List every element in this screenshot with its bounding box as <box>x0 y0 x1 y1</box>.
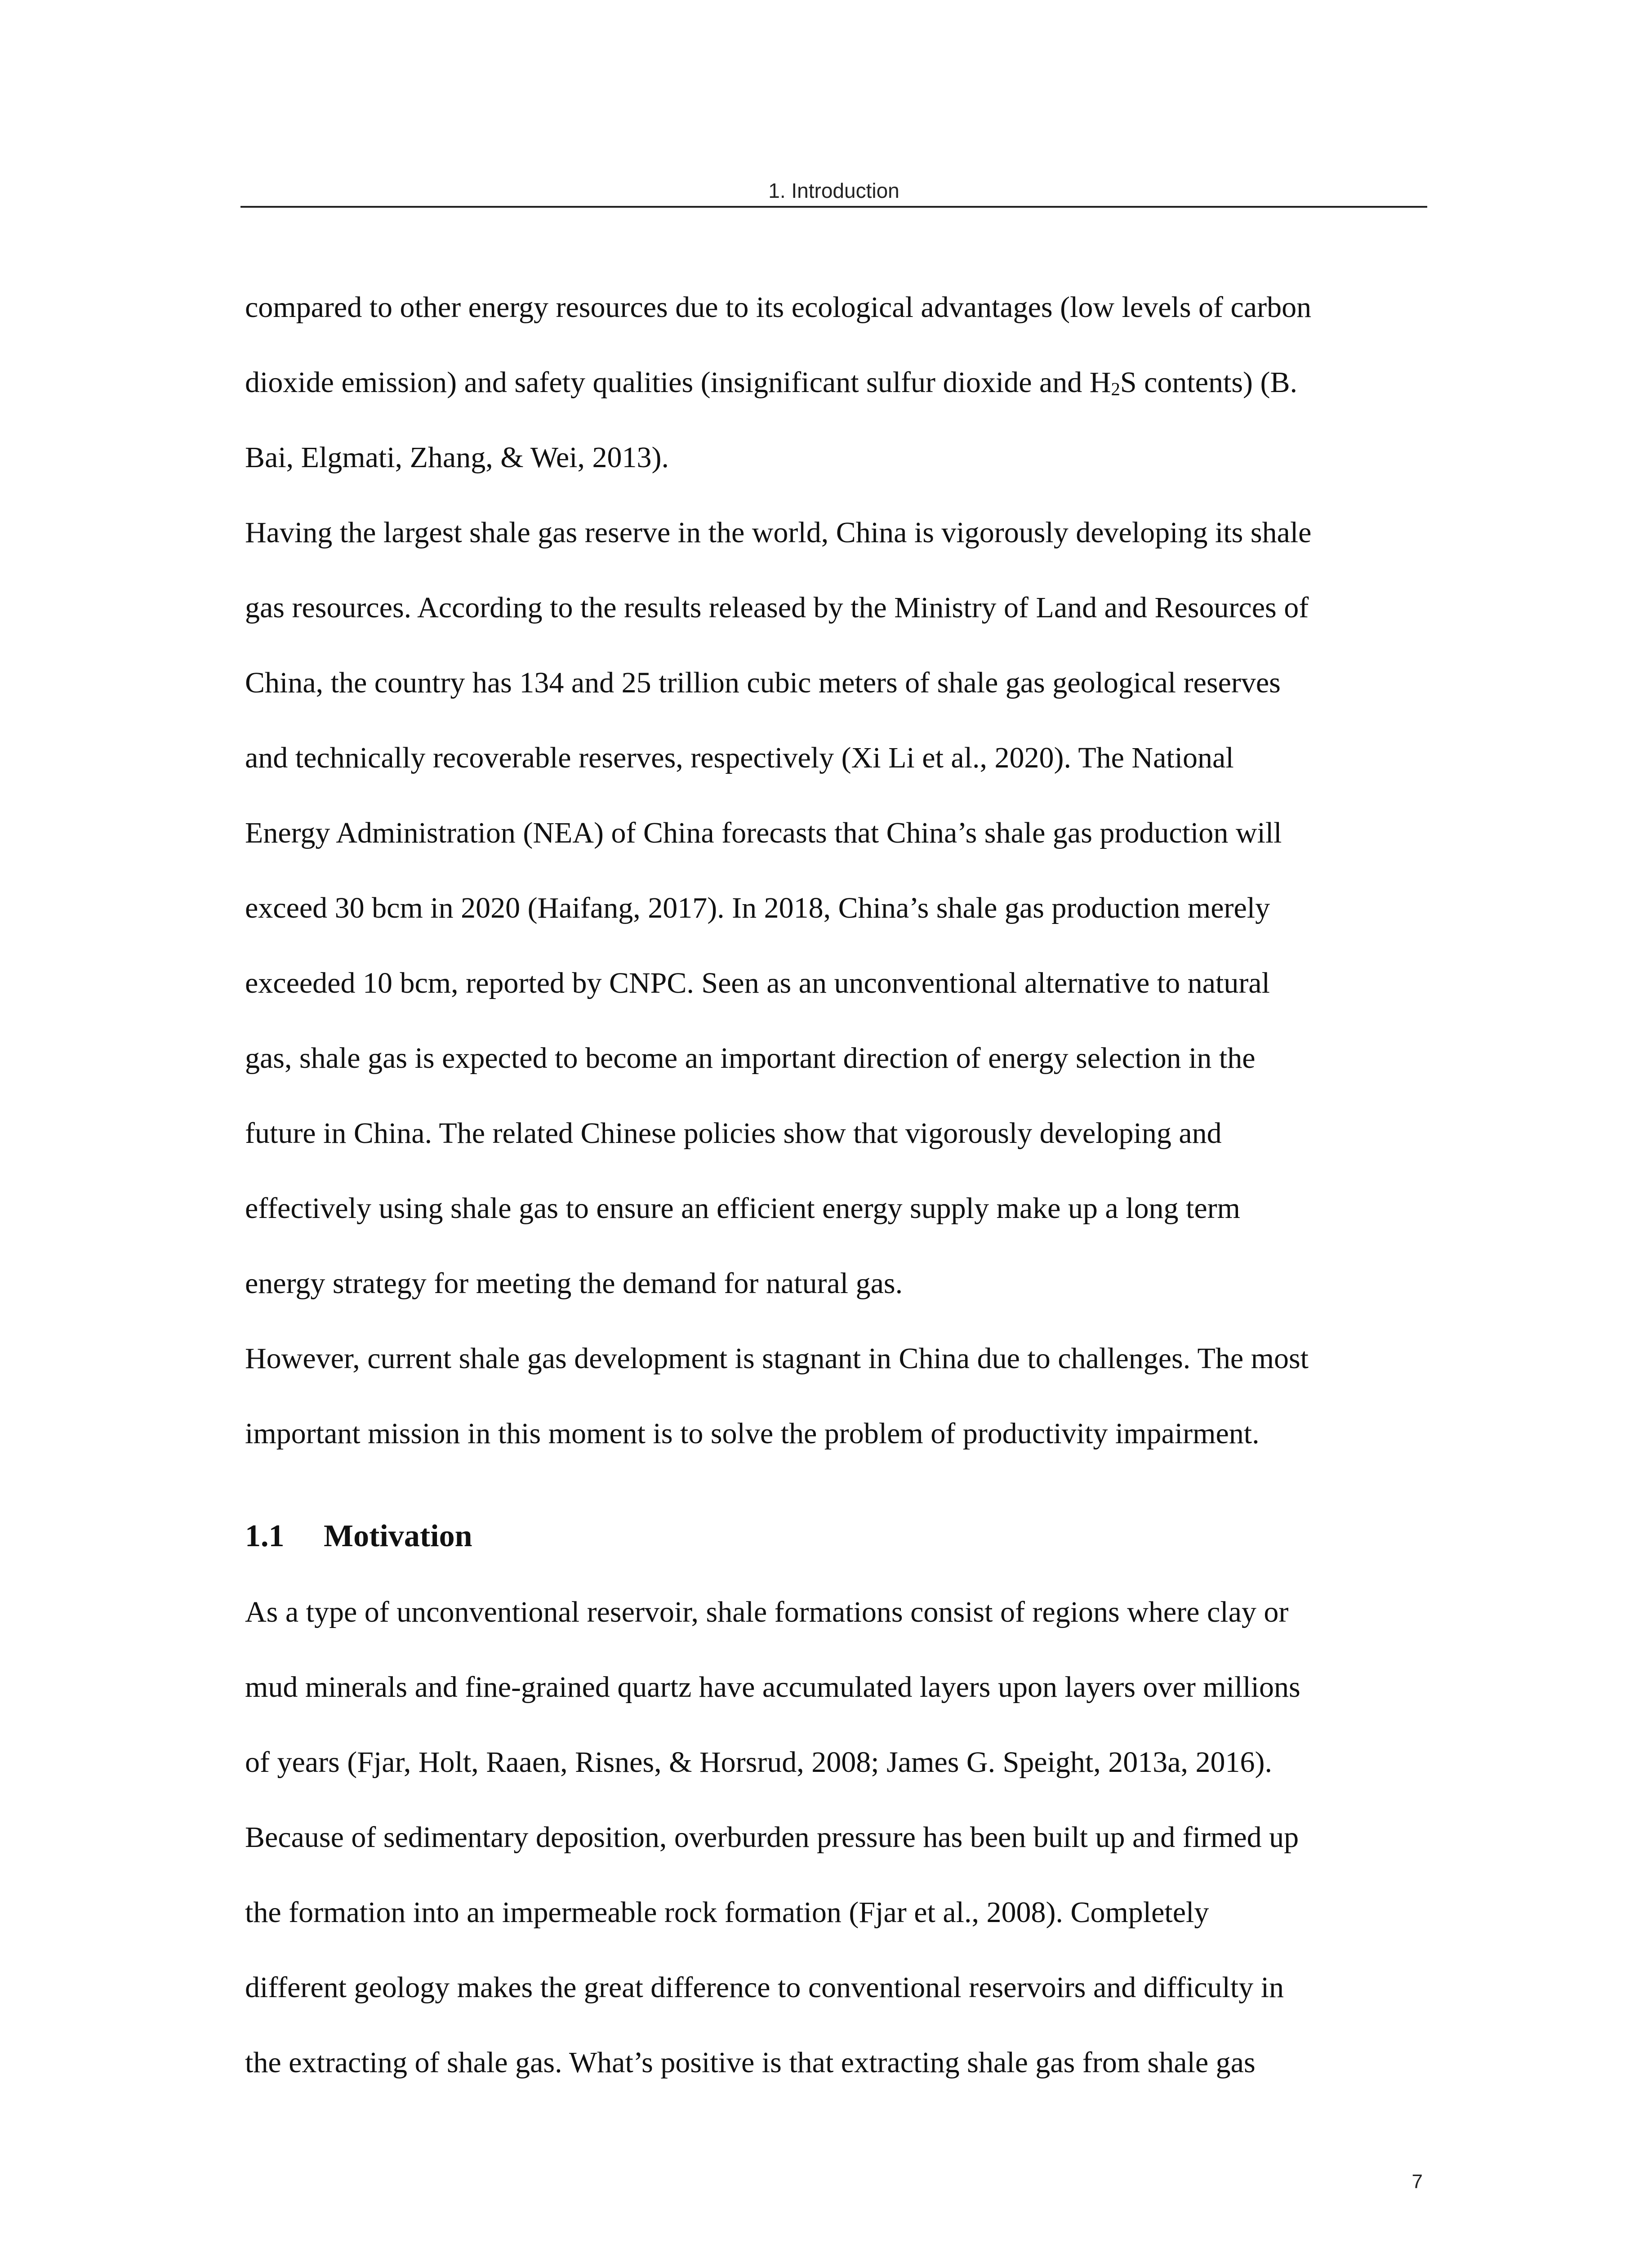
text-line: future in China. The related Chinese policies show that vigorously developing and <box>245 1117 1222 1150</box>
page-number: 7 <box>1412 2171 1423 2193</box>
paragraph-2 <box>245 495 1423 1321</box>
text-run: dioxide emission) and safety qualities (insignificant sulfur dioxide and H <box>245 366 1111 399</box>
text-line: different geology makes the great difference to conventional reservoirs and difficulty in <box>245 1971 1284 2004</box>
text-line: energy strategy for meeting the demand for natural gas. <box>245 1267 903 1300</box>
text-line: Having the largest shale gas reserve in the world, China is vigorously developing its shale <box>245 516 1312 549</box>
text-line: mud minerals and fine-grained quartz have accumulated layers upon layers over millions <box>245 1671 1300 1704</box>
subscript: 2 <box>1111 379 1120 400</box>
paragraph-3 <box>245 1321 1423 1471</box>
text-line: exceeded 10 bcm, reported by CNPC. Seen as an unconventional alternative to natural <box>245 967 1270 999</box>
section-heading <box>245 1498 1423 1574</box>
text-line: As a type of unconventional reservoir, shale formations consist of regions where clay or <box>245 1596 1289 1628</box>
text-line: gas resources. According to the results released by the Ministry of Land and Resources of <box>245 591 1309 624</box>
text-line: of years (Fjar, Holt, Raaen, Risnes, & Horsrud, 2008; James G. Speight, 2013a, 2016). <box>245 1746 1273 1779</box>
text-line: the extracting of shale gas. What’s positive is that extracting shale gas from shale gas <box>245 2046 1256 2079</box>
text-line: However, current shale gas development is stagnant in China due to challenges. The most <box>245 1342 1309 1375</box>
text-run: S contents) (B. <box>1120 366 1298 399</box>
text-line: effectively using shale gas to ensure an efficient energy supply make up a long term <box>245 1192 1240 1225</box>
text-line: exceed 30 bcm in 2020 (Haifang, 2017). In 2018, China’s shale gas production merely <box>245 892 1270 924</box>
text-line: and technically recoverable reserves, respectively (Xi Li et al., 2020). The National <box>245 741 1234 774</box>
text-line: China, the country has 134 and 25 trillion cubic meters of shale gas geological reserves <box>245 666 1281 699</box>
section-number: 1.1 <box>245 1519 285 1553</box>
text-line <box>245 345 1423 420</box>
text-line: the formation into an impermeable rock formation (Fjar et al., 2008). Completely <box>245 1896 1209 1929</box>
running-header: 1. Introduction <box>768 179 899 202</box>
body-text <box>245 270 1423 2100</box>
header-rule <box>240 206 1427 208</box>
text-line: Because of sedimentary deposition, overburden pressure has been built up and firmed up <box>245 1821 1299 1854</box>
section-title: Motivation <box>324 1519 472 1553</box>
text-line: Energy Administration (NEA) of China forecasts that China’s shale gas production will <box>245 816 1282 849</box>
text-line: compared to other energy resources due to its ecological advantages (low levels of carbon <box>245 291 1312 324</box>
paragraph-1 <box>245 270 1423 495</box>
paragraph-4 <box>245 1574 1423 2100</box>
text-line: Bai, Elgmati, Zhang, & Wei, 2013). <box>245 441 669 474</box>
text-line: important mission in this moment is to solve the problem of productivity impairment. <box>245 1417 1260 1450</box>
text-line: gas, shale gas is expected to become an important direction of energy selection in the <box>245 1042 1256 1075</box>
